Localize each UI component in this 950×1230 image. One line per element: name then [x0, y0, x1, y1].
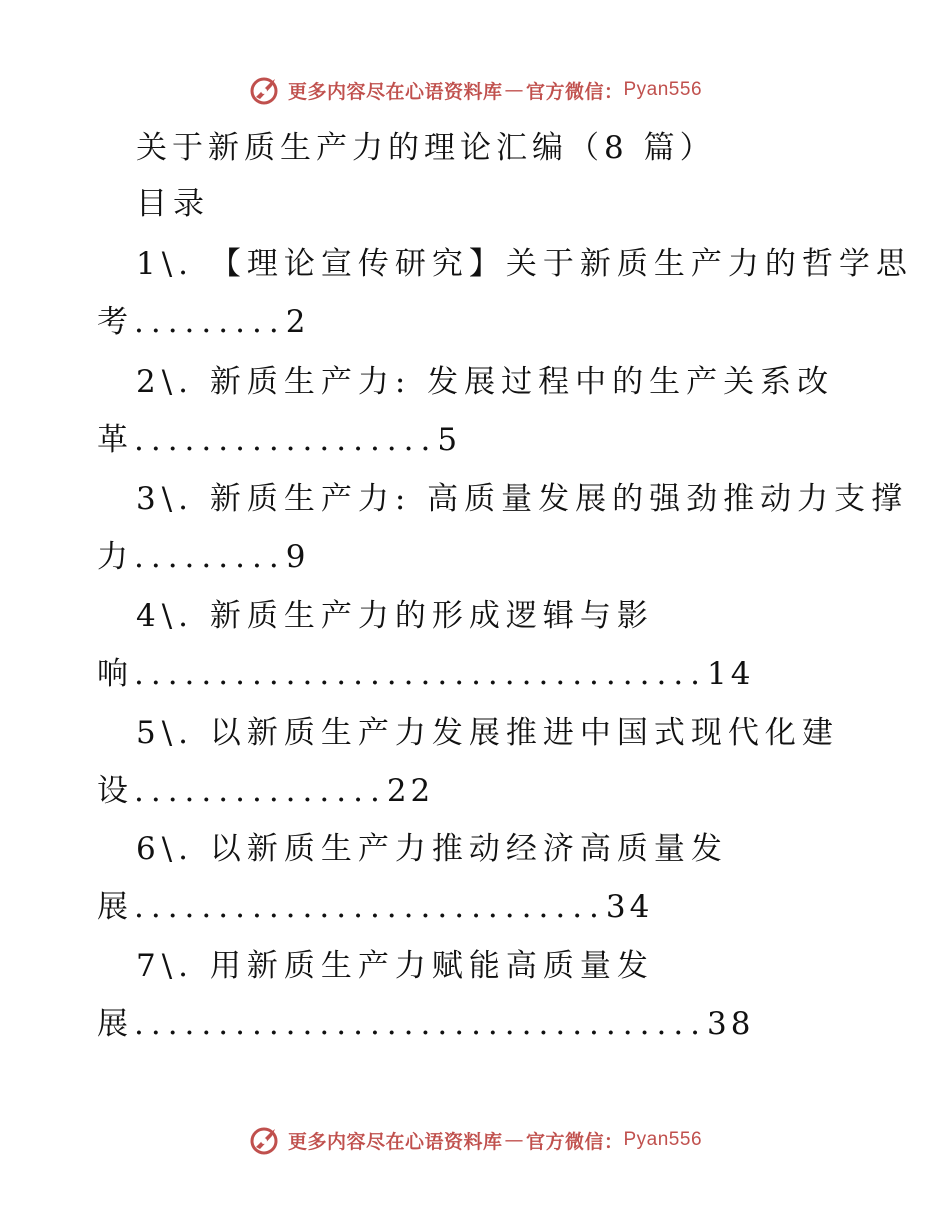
- toc-entry-7-line: [97, 1004, 755, 1044]
- toc-page-number: 5: [437, 422, 462, 458]
- toc-entry-7-title: 7\. 用新质生产力赋能高质量发: [136, 948, 654, 984]
- watermark-dash: —: [504, 79, 524, 101]
- toc-leader-dots: ..................: [134, 422, 438, 458]
- toc-page-number: 22: [386, 773, 435, 809]
- toc-page-number: 38: [707, 1006, 755, 1042]
- toc-entry-3-line: [97, 537, 309, 577]
- toc-entry-tail: 展: [97, 889, 134, 925]
- toc-entry-2-line: [97, 420, 461, 460]
- watermark-wechat-label: 官方微信：: [525, 1130, 624, 1153]
- toc-entry-2-title: 2\. 新质生产力: 发展过程中的生产关系改: [136, 364, 835, 400]
- toc-leader-dots: ............................: [134, 889, 606, 925]
- toc-page-number: 14: [707, 656, 755, 692]
- watermark-text: 更多内容尽在心语资料库: [287, 80, 503, 103]
- toc-entry-tail: 响: [97, 656, 134, 692]
- toc-page-number: 9: [285, 539, 310, 575]
- watermark-wechat-label: 官方微信：: [525, 80, 624, 103]
- toc-leader-dots: .........: [134, 304, 286, 340]
- toc-leader-dots: ..................................: [134, 656, 708, 692]
- toc-entry-5-title: 5\. 以新质生产力发展推进中国式现代化建: [136, 715, 839, 751]
- toc-heading: 目录: [136, 186, 210, 222]
- pen-logo-icon: [248, 1125, 282, 1155]
- watermark-wechat-id: Pyan556: [623, 79, 703, 100]
- watermark-dash: —: [504, 1129, 524, 1151]
- toc-entry-1-title: 1\. 【理论宣传研究】关于新质生产力的哲学思: [136, 246, 913, 282]
- toc-entry-tail: 设: [97, 773, 134, 809]
- toc-leader-dots: .........: [134, 539, 286, 575]
- toc-entry-3-title: 3\. 新质生产力: 高质量发展的强劲推动力支撑: [136, 481, 909, 517]
- toc-entry-6-line: [97, 887, 653, 927]
- toc-entry-6-title: 6\. 以新质生产力推动经济高质量发: [136, 831, 728, 867]
- toc-entry-tail: 考: [97, 304, 134, 340]
- toc-entry-5-line: [97, 771, 434, 811]
- toc-entry-tail: 力: [97, 539, 134, 575]
- toc-entry-1-line: [97, 302, 309, 342]
- toc-entry-tail: 革: [97, 422, 134, 458]
- pen-logo-icon: [248, 75, 282, 105]
- toc-page-number: 2: [285, 304, 310, 340]
- toc-leader-dots: ..................................: [134, 1006, 708, 1042]
- toc-entry-tail: 展: [97, 1006, 134, 1042]
- watermark-wechat-id: Pyan556: [623, 1129, 703, 1150]
- watermark-text: 更多内容尽在心语资料库: [287, 1130, 503, 1153]
- header-watermark: [0, 72, 950, 108]
- toc-entry-4-line: [97, 654, 755, 694]
- document-title: 关于新质生产力的理论汇编（8 篇）: [136, 130, 716, 166]
- toc-page-number: 34: [605, 889, 654, 925]
- toc-leader-dots: ...............: [134, 773, 387, 809]
- footer-watermark: [0, 1122, 950, 1158]
- toc-entry-4-title: 4\. 新质生产力的形成逻辑与影: [136, 598, 654, 634]
